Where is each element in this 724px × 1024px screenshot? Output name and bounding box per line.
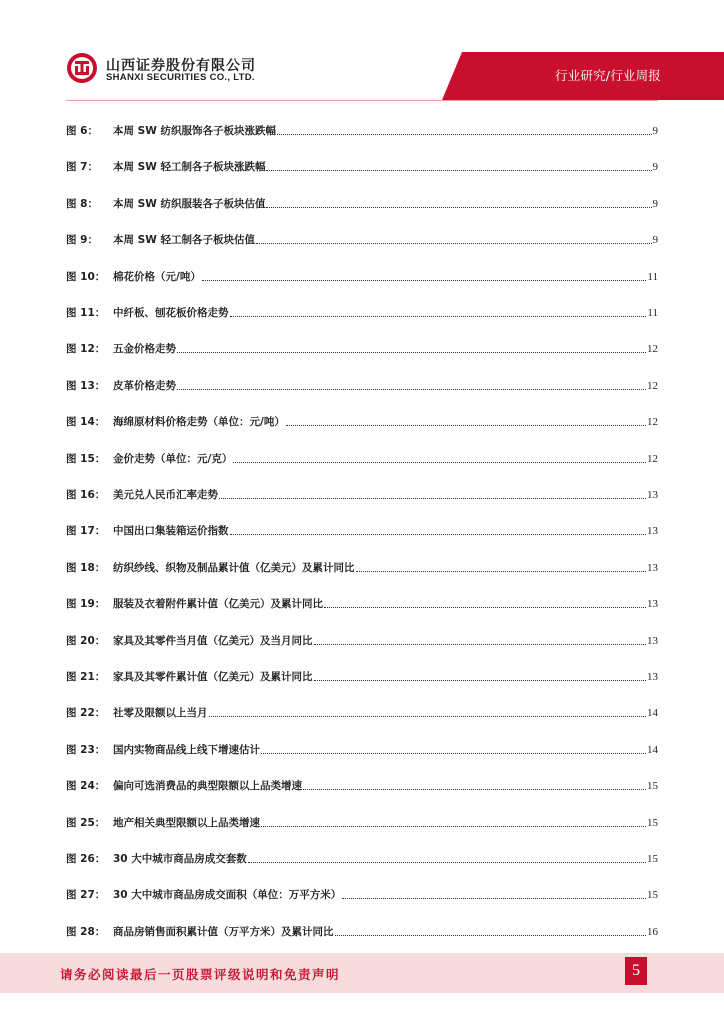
report-type-label: 行业研究/行业周报 (555, 68, 662, 83)
toc-entry[interactable] (66, 919, 658, 939)
dot-leader (266, 169, 651, 171)
figure-label: 图 8： (66, 197, 98, 210)
figure-label: 图 13： (66, 379, 106, 392)
dot-leader (177, 388, 646, 390)
figure-label: 图 14： (66, 416, 106, 429)
figure-title: 30 大中城市商品房成交面积（单位：万平方米） (113, 889, 342, 902)
toc-entry[interactable] (66, 555, 658, 575)
toc-entry[interactable] (66, 773, 658, 793)
figure-title: 金价走势（单位：元/克） (113, 452, 233, 465)
figure-page-number: 16 (647, 925, 658, 938)
dot-leader (177, 351, 646, 353)
figure-label: 图 19： (66, 598, 106, 611)
figure-title: 本周 SW 轻工制各子板块估值 (113, 234, 255, 247)
figure-page-number: 13 (647, 489, 658, 501)
figure-page-number: 9 (652, 234, 658, 247)
figure-title: 30 大中城市商品房成交套数 (113, 853, 247, 865)
page-footer (0, 953, 724, 993)
toc-entry[interactable] (66, 664, 658, 684)
figure-label: 图 28： (66, 925, 106, 938)
dot-leader (230, 315, 647, 317)
figure-title: 商品房销售面积累计值（万平方米）及累计同比 (113, 925, 334, 938)
page-number: 5 (625, 957, 647, 985)
figure-page-number: 15 (647, 780, 658, 793)
dot-leader (356, 570, 647, 572)
company-name-en: SHANXI SECURITIES CO., LTD. (106, 72, 255, 83)
toc-entry[interactable] (66, 591, 658, 611)
toc-entry[interactable] (66, 300, 658, 320)
header-banner (0, 0, 724, 100)
toc-entry[interactable] (66, 846, 658, 866)
dot-leader (233, 461, 646, 463)
figure-title: 皮革价格走势 (113, 379, 176, 392)
figure-title: 美元兑人民币汇率走势 (113, 489, 218, 501)
dot-leader (314, 679, 647, 681)
figure-label: 图 27： (66, 889, 106, 902)
figure-label: 图 10： (66, 270, 106, 283)
figure-title: 中国出口集装箱运价指数 (113, 525, 229, 538)
toc-entry[interactable] (66, 191, 658, 211)
figure-page-number: 15 (647, 853, 658, 865)
figure-title: 纺织纱线、织物及制品累计值（亿美元）及累计同比 (113, 561, 355, 574)
figure-page-number: 12 (647, 416, 658, 429)
figure-page-number: 9 (652, 161, 658, 174)
figure-label: 图 23： (66, 743, 106, 756)
toc-entry[interactable] (66, 446, 658, 466)
dot-leader (261, 752, 646, 754)
figure-label: 图 21： (66, 671, 106, 683)
figure-title: 本周 SW 纺织服饰各子板块涨跌幅 (113, 125, 276, 137)
dot-leader (286, 424, 646, 426)
dot-leader (209, 715, 647, 717)
figure-title: 地产相关典型限额以上品类增速 (113, 816, 260, 829)
figure-label: 图 15： (66, 452, 106, 465)
figure-page-number: 13 (647, 561, 658, 574)
toc-entry[interactable] (66, 373, 658, 393)
dot-leader (324, 606, 646, 608)
figure-page-number: 9 (652, 125, 658, 137)
toc-entry[interactable] (66, 518, 658, 538)
figure-page-number: 12 (647, 379, 658, 392)
toc-entry[interactable] (66, 810, 658, 830)
figure-page-number: 14 (647, 743, 658, 756)
figure-page-number: 13 (647, 598, 658, 611)
dot-leader (202, 279, 647, 281)
toc-entry[interactable] (66, 264, 658, 284)
figure-title: 海绵原材料价格走势（单位：元/吨） (113, 416, 285, 429)
toc-entry[interactable] (66, 409, 658, 429)
toc-entry[interactable] (66, 118, 658, 138)
figure-title: 本周 SW 纺织服装各子板块估值 (113, 197, 266, 210)
dot-leader (303, 788, 646, 790)
figure-label: 图 9： (66, 234, 98, 247)
dot-leader (266, 206, 651, 208)
toc-entry[interactable] (66, 227, 658, 247)
figure-title: 国内实物商品线上线下增速估计 (113, 743, 260, 756)
toc-entry[interactable] (66, 737, 658, 757)
toc-entry[interactable] (66, 700, 658, 720)
dot-leader (314, 643, 647, 645)
figure-title: 中纤板、刨花板价格走势 (113, 307, 229, 319)
figure-page-number: 11 (647, 270, 658, 283)
figure-title: 家具及其零件累计值（亿美元）及累计同比 (113, 671, 313, 683)
figure-page-number: 14 (647, 707, 658, 720)
dot-leader (230, 533, 647, 535)
figure-label: 图 6： (66, 125, 98, 137)
figure-label: 图 12： (66, 343, 106, 356)
figure-title: 家具及其零件当月值（亿美元）及当月同比 (113, 634, 313, 647)
company-logo-icon (66, 52, 98, 84)
dot-leader (335, 934, 647, 936)
figure-label: 图 24： (66, 780, 106, 793)
figure-title: 社零及限额以上当月 (113, 707, 208, 720)
figure-page-number: 12 (647, 343, 658, 356)
dot-leader (248, 861, 646, 863)
figure-page-number: 15 (647, 816, 658, 829)
toc-entry[interactable] (66, 628, 658, 648)
dot-leader (256, 242, 652, 244)
disclaimer-text: 请务必阅读最后一页股票评级说明和免责声明 (60, 967, 341, 982)
figure-label: 图 7： (66, 161, 98, 174)
figure-page-number: 13 (647, 525, 658, 538)
header-divider (66, 100, 658, 101)
toc-entry[interactable] (66, 336, 658, 356)
figure-title: 偏向可选消费品的典型限额以上品类增速 (113, 780, 302, 793)
figure-title: 五金价格走势 (113, 343, 176, 356)
figure-title: 本周 SW 轻工制各子板块涨跌幅 (113, 161, 266, 174)
dot-leader (261, 825, 646, 827)
figure-label: 图 20： (66, 634, 106, 647)
figure-page-number: 11 (647, 307, 658, 319)
figure-title: 服装及衣着附件累计值（亿美元）及累计同比 (113, 598, 323, 611)
figure-label: 图 22： (66, 707, 106, 720)
figure-page-number: 13 (647, 634, 658, 647)
figure-label: 图 18： (66, 561, 106, 574)
figure-label: 图 25： (66, 816, 106, 829)
dot-leader (277, 133, 652, 135)
figure-label: 图 17： (66, 525, 106, 538)
toc-entry[interactable] (66, 154, 658, 174)
figure-label: 图 26： (66, 853, 106, 865)
page-header (0, 0, 724, 110)
figure-label: 图 16： (66, 489, 106, 501)
toc-entry[interactable] (66, 482, 658, 502)
figure-label: 图 11： (66, 307, 106, 319)
figure-page-number: 13 (647, 671, 658, 683)
company-name-cn: 山西证券股份有限公司 (106, 58, 256, 74)
toc-entry[interactable] (66, 882, 658, 902)
figure-title: 棉花价格（元/吨） (113, 270, 201, 283)
figure-page-number: 9 (652, 197, 658, 210)
dot-leader (342, 897, 646, 899)
dot-leader (219, 497, 646, 499)
figure-page-number: 15 (647, 889, 658, 902)
figure-page-number: 12 (647, 452, 658, 465)
